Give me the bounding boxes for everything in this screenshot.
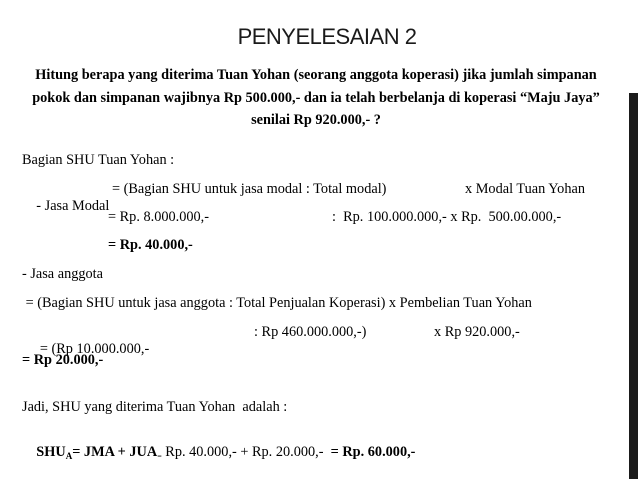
- conclusion-text: Jadi, SHU yang diterima Tuan Yohan adalah :: [22, 399, 288, 415]
- jasa-anggota-calc-mid: : Rp 460.000.000,-): [254, 324, 367, 340]
- sidebar-accent-bar: [629, 93, 638, 479]
- jasa-modal-formula-tail: x Modal Tuan Yohan: [465, 181, 585, 197]
- jasa-anggota-calc-row: [22, 324, 622, 409]
- shu-label: SHU: [36, 444, 66, 460]
- jasa-modal-calc-right: : Rp. 100.000.000,- x Rp. 500.00.000,-: [332, 209, 562, 225]
- shu-total-row: [22, 427, 415, 478]
- shu-sum: Rp. 40.000,- + Rp. 20.000,-: [161, 444, 331, 460]
- jasa-anggota-calc-right: x Rp 920.000,-: [434, 324, 520, 340]
- shu-subscript: A: [65, 451, 73, 461]
- shu-small-equals: =: [157, 452, 162, 461]
- question-text: Hitung berapa yang diterima Tuan Yohan (seorang anggota koperasi) jika jumlah simpanan pokok dan simpanan wajibnya Rp 500.000,- dan ia telah berbelanja di koperasi “Maju Jaya” senilai Rp 920.000,- ?: [32, 67, 600, 128]
- jasa-anggota-label: - Jasa anggota: [22, 266, 103, 282]
- jasa-anggota-calc-left: = (Rp 10.000.000,-: [36, 341, 150, 357]
- jasa-anggota-result: = Rp 20.000,-: [22, 352, 104, 368]
- slide-title-text: PENYELESAIAN 2: [237, 24, 417, 49]
- shu-total: = Rp. 60.000,-: [330, 444, 416, 460]
- jasa-modal-label: - Jasa Modal: [36, 198, 110, 214]
- shu-heading: Bagian SHU Tuan Yohan :: [22, 152, 175, 168]
- jasa-modal-result: = Rp. 40.000,-: [108, 237, 193, 253]
- jasa-modal-formula: = (Bagian SHU untuk jasa modal : Total modal): [112, 181, 387, 197]
- jasa-modal-calc-left: = Rp. 8.000.000,-: [108, 209, 209, 225]
- shu-equation: = JMA + JUA: [72, 444, 158, 460]
- jasa-anggota-formula: = (Bagian SHU untuk jasa anggota : Total Penjualan Koperasi) x Pembelian Tuan Yohan: [22, 295, 532, 311]
- slide-title: [0, 24, 638, 50]
